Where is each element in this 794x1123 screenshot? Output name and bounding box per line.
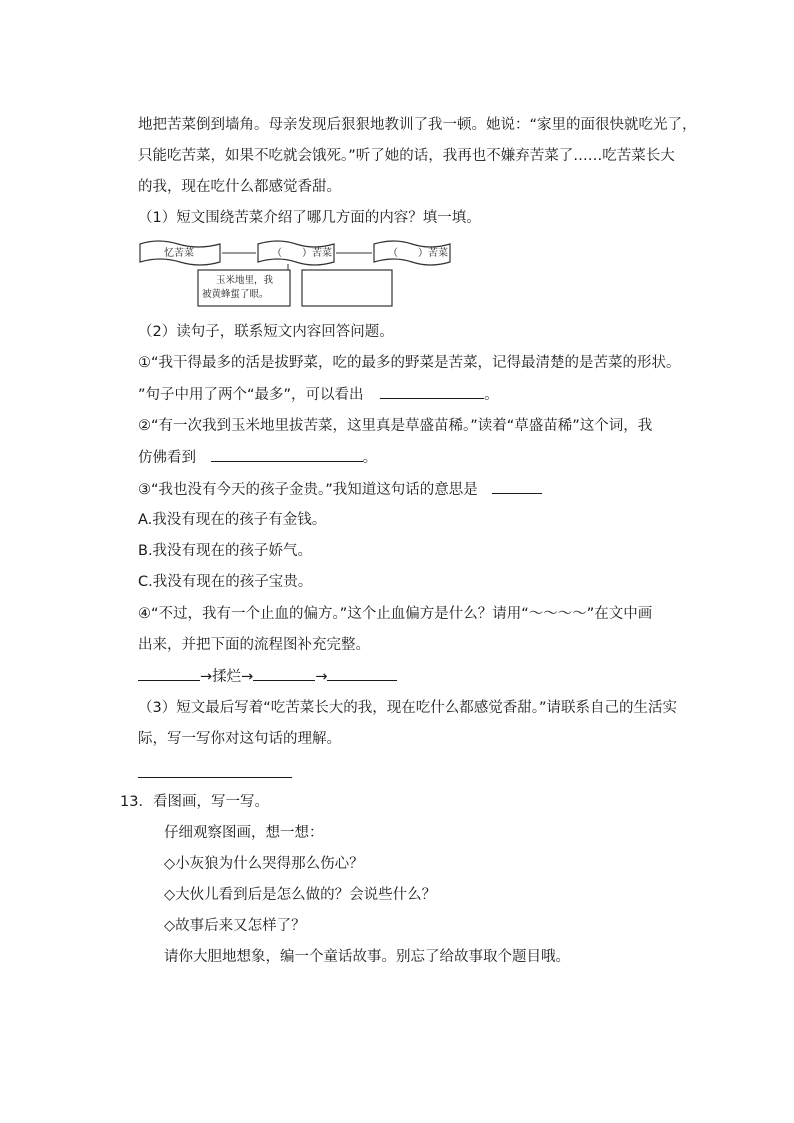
- item-4-line-2: 出来，并把下面的流程图补充完整。: [138, 637, 370, 653]
- question-2-prompt: （2）读句子，联系短文内容回答问题。: [138, 324, 394, 340]
- item-1-end: 。: [484, 387, 499, 403]
- flow-step-mid: 揉烂→: [212, 669, 254, 685]
- flow-blank-3[interactable]: [327, 666, 397, 681]
- question-13-line-5: 请你大胆地想象，编一个童话故事。别忘了给故事取个题目哦。: [164, 949, 570, 965]
- passage-line-1: 地把苦菜倒到墙角。母亲发现后狠狠地教训了我一顿。她说：“家里的面很快就吃光了，: [138, 117, 697, 133]
- item-2-line-1: ②“有一次我到玉米地里拔苦菜，这里真是草盛苗稀。”读着“草盛苗稀”这个词，我: [138, 418, 653, 434]
- item-1-answer-blank[interactable]: [380, 384, 484, 399]
- question-1-prompt: （1）短文围绕苦菜介绍了哪几方面的内容？填一填。: [138, 210, 481, 226]
- question-13-line-3: ◇大伙儿看到后是怎么做的？会说些什么？: [164, 887, 437, 903]
- question-13-line-1: 仔细观察图画，想一想：: [164, 825, 324, 841]
- content-diagram: [138, 238, 458, 310]
- item-2-answer-blank[interactable]: [211, 447, 363, 462]
- question-3-answer-line[interactable]: [138, 777, 292, 778]
- question-13-line-4: ◇故事后来又怎样了？: [164, 918, 306, 934]
- item-3-answer-blank[interactable]: [492, 479, 542, 494]
- question-3-line-1: （3）短文最后写着“吃苦菜长大的我，现在吃什么都感觉香甜。”请联系自己的生活实: [138, 700, 677, 716]
- item-3-line-1: [138, 479, 542, 500]
- flow-blank-2[interactable]: [253, 666, 315, 681]
- question-13-line-2: ◇小灰狼为什么哭得那么伤心？: [164, 856, 364, 872]
- passage-line-2: 只能吃苦菜，如果不吃就会饿死。”听了她的话，我再也不嫌弃苦菜了……吃苦菜长大: [138, 148, 675, 164]
- example-box-line-2: 被黄蜂蜇了眼。: [202, 289, 269, 300]
- question-3-line-2: 际，写一写你对这句话的理解。: [138, 731, 341, 747]
- item-1-text: ”句子中用了两个“最多”，可以看出: [138, 387, 364, 403]
- banner-label-3: （ ）苦菜: [388, 248, 448, 259]
- empty-answer-box[interactable]: [302, 270, 392, 306]
- example-box-line-1: 玉米地里，我: [216, 275, 274, 286]
- item-2-text: 仿佛看到: [138, 450, 196, 466]
- flow-arrow-1: →: [200, 669, 213, 685]
- flow-blank-1[interactable]: [138, 666, 200, 681]
- option-a[interactable]: A.我没有现在的孩子有金钱。: [138, 512, 327, 528]
- option-b[interactable]: B.我没有现在的孩子娇气。: [138, 543, 313, 559]
- item-3-text: ③“我也没有今天的孩子金贵。”我知道这句话的意思是: [138, 482, 478, 498]
- banner-label-2: （ ）苦菜: [272, 248, 332, 259]
- question-13-title: 13．看图画，写一写。: [120, 794, 269, 810]
- item-1-line-2: [138, 384, 499, 405]
- option-c[interactable]: C.我没有现在的孩子宝贵。: [138, 574, 313, 590]
- flow-arrow-2: →: [315, 669, 328, 685]
- item-4-line-1: ④“不过，我有一个止血的偏方。”这个止血偏方是什么？请用“～～～～”在文中画: [138, 606, 653, 622]
- passage-line-3: 的我，现在吃什么都感觉香甜。: [138, 179, 341, 195]
- item-1-line-1: ①“我干得最多的活是拔野菜，吃的最多的野菜是苦菜，记得最清楚的是苦菜的形状。: [138, 355, 681, 371]
- item-2-line-2: [138, 447, 377, 468]
- flow-chart-row: [138, 666, 397, 687]
- item-2-end: 。: [362, 450, 378, 466]
- banner-label-1: 忆苦菜: [164, 248, 194, 259]
